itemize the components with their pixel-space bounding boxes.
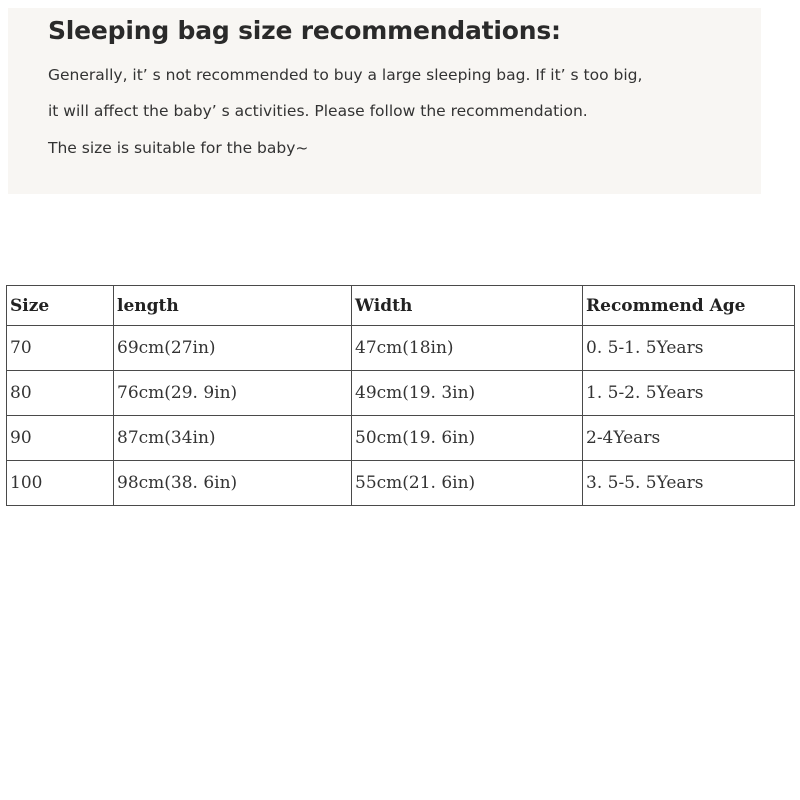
cell-width: 49cm(19. 3in) [352, 371, 583, 416]
table-row [7, 371, 795, 416]
cell-recommend-age: 0. 5-1. 5Years [583, 326, 795, 371]
info-text-line-2: it will affect the baby’ s activities. Please follow the recommendation. [48, 102, 588, 120]
header-width: Width [352, 286, 583, 326]
cell-length: 87cm(34in) [114, 416, 352, 461]
cell-length: 69cm(27in) [114, 326, 352, 371]
cell-size: 80 [7, 371, 114, 416]
header-recommend-age: Recommend Age [583, 286, 795, 326]
cell-length: 76cm(29. 9in) [114, 371, 352, 416]
cell-size: 100 [7, 461, 114, 506]
table-row [7, 461, 795, 506]
cell-recommend-age: 1. 5-2. 5Years [583, 371, 795, 416]
cell-size: 70 [7, 326, 114, 371]
cell-length: 98cm(38. 6in) [114, 461, 352, 506]
header-length: length [114, 286, 352, 326]
size-chart-table [6, 285, 795, 506]
cell-width: 47cm(18in) [352, 326, 583, 371]
cell-recommend-age: 2-4Years [583, 416, 795, 461]
table-row [7, 326, 795, 371]
info-text-line-3: The size is suitable for the baby~ [48, 139, 309, 157]
table-header-row [7, 286, 795, 326]
header-size: Size [7, 286, 114, 326]
info-panel [8, 8, 761, 194]
cell-width: 50cm(19. 6in) [352, 416, 583, 461]
cell-width: 55cm(21. 6in) [352, 461, 583, 506]
cell-size: 90 [7, 416, 114, 461]
cell-recommend-age: 3. 5-5. 5Years [583, 461, 795, 506]
table-row [7, 416, 795, 461]
info-text-line-1: Generally, it’ s not recommended to buy a large sleeping bag. If it’ s too big, [48, 66, 643, 84]
page-title: Sleeping bag size recommendations: [48, 16, 561, 45]
